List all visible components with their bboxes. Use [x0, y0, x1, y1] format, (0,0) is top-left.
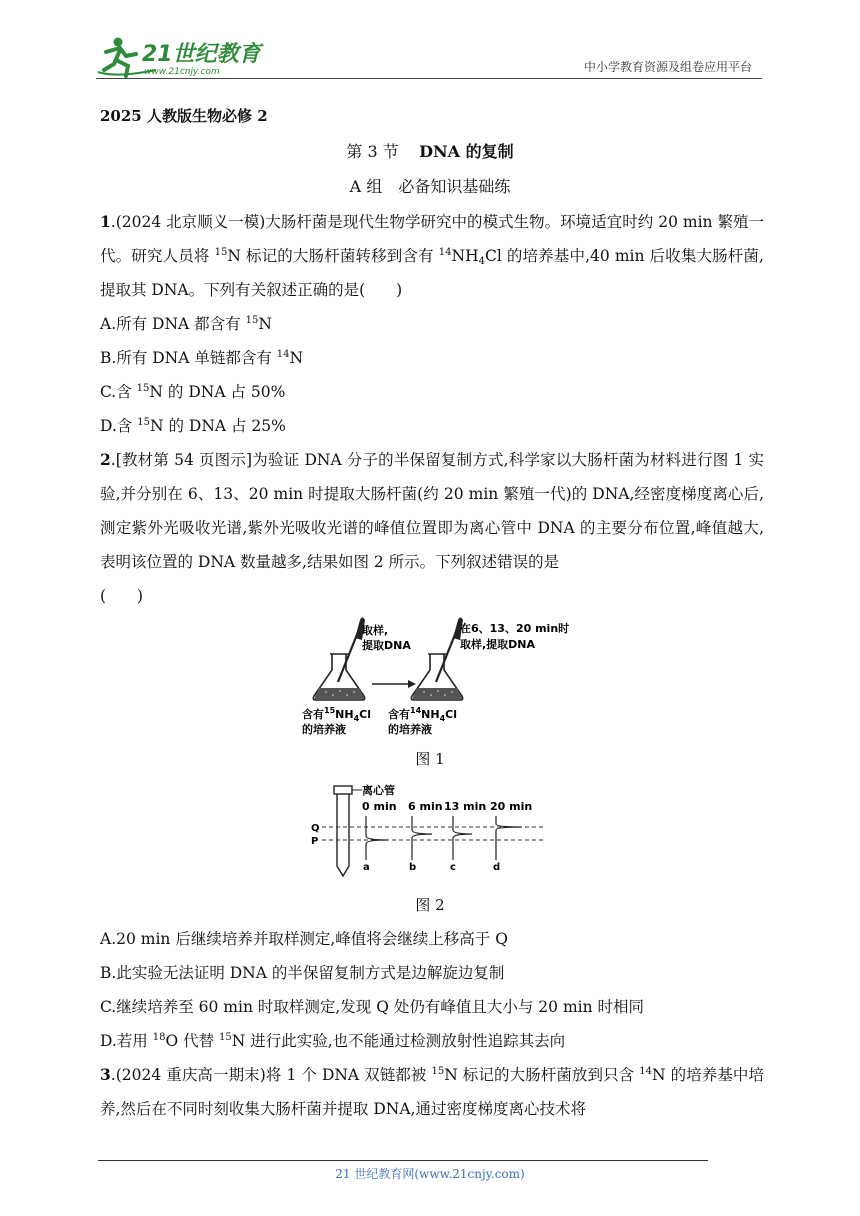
arrow-right-icon — [372, 680, 416, 688]
question-2-stem — [100, 443, 764, 579]
fig1-label-left-1: 取样, — [362, 624, 389, 637]
book-title: 2025 人教版生物必修 2 — [100, 107, 268, 125]
q2-option-c[interactable]: C.继续培养至 60 min 时取样测定,发现 Q 处仍有峰值且大小与 20 min 时相同 — [100, 998, 645, 1016]
q2-option-a[interactable]: A.20 min 后继续培养并取样测定,峰值将会继续上移高于 Q — [100, 930, 508, 948]
q1-text-d: Cl 的培养基中,40 min 后收集大肠杆菌,提取其 DNA。下列有关叙述正确的是( ) — [100, 247, 764, 299]
question-number: 3 — [100, 1065, 111, 1084]
section-title — [0, 139, 860, 162]
page-header — [96, 30, 760, 78]
group-title: A 组 必备知识基础练 — [349, 177, 511, 196]
q2-text: .[教材第 54 页图示]为验证 DNA 分子的半保留复制方式,科学家以大肠杆菌为材料进行图 1 实验,并分别在 6、13、20 min 时提取大肠杆菌(约 20 min 繁殖一代)的 DNA,经密度梯度离心后,测定紫外光吸收光谱,紫外光吸收光谱的峰值位置即为离心管中 DNA 的主要分布位置,峰值越大,表明该位置的 DNA 数量越多,结果如图 2 所示。下列叙述错误的是 — [100, 451, 764, 571]
fig1-label-right-1: 在6、13、20 min时 — [460, 622, 570, 635]
line-p-label: P — [311, 836, 319, 847]
q2-option-b[interactable]: B.此实验无法证明 DNA 的半保留复制方式是边解旋边复制 — [100, 964, 505, 982]
questions-block — [100, 205, 764, 613]
spectrum-d — [496, 816, 522, 860]
footer-divider — [98, 1160, 708, 1161]
q2-option-d[interactable]: D.若用 $^{18}$O 代替 $^{15}$N 进行此实验,也不能通过检测放射性追踪其去向 — [100, 1032, 566, 1050]
question-number: 2 — [100, 450, 111, 469]
site-logo[interactable] — [96, 34, 266, 78]
logo-text: 21世纪教育 — [142, 42, 261, 67]
q1-sup-b: 14 — [438, 247, 452, 258]
header-divider — [96, 78, 762, 79]
footer-link[interactable]: 21 世纪教育网(www.21cnjy.com) — [335, 1167, 525, 1181]
q1-option-a[interactable]: A.所有 DNA 都含有 $^{15}$N — [100, 315, 272, 333]
spectrum-c — [453, 816, 472, 860]
tube-label: 离心管 — [362, 784, 395, 797]
fig1-label-left-2: 提取DNA — [362, 639, 411, 652]
logo-url: www.21cnjy.com — [144, 67, 220, 77]
spectrum-a — [366, 816, 388, 860]
flask-right-caption-1: 含有$^{14}NH_4Cl$ — [388, 706, 457, 723]
spectrum-label-a: a — [363, 862, 370, 873]
q1-text-b: N 标记的大肠杆菌转移到含有 — [227, 247, 439, 265]
spectrum-label-c: c — [450, 862, 456, 873]
q1-option-d[interactable]: D.含 $^{15}$N 的 DNA 占 25% — [100, 417, 286, 435]
flask-right-caption-2: 的培养液 — [388, 723, 432, 736]
centrifuge-tube-icon — [334, 786, 352, 876]
question-1-stem — [100, 205, 764, 307]
q1-text-a: .(2024 北京顺义一模)大肠杆菌是现代生物学研究中的模式生物。环境适宜时约 20 min 繁殖一代。研究人员将 — [100, 213, 764, 265]
flask-left-caption-1: 含有$^{15}NH_4Cl$ — [302, 706, 371, 723]
q1-text-c: NH — [451, 247, 479, 265]
section-name: DNA 的复制 — [419, 142, 514, 161]
figure-1 — [300, 612, 590, 740]
spectrum-b — [412, 816, 432, 860]
questions-block-2 — [100, 922, 764, 1126]
time-label-20: 20 min — [490, 800, 533, 813]
q1-option-c[interactable]: C.含 $^{15}$N 的 DNA 占 50% — [100, 383, 286, 401]
q1-sup-a: 15 — [214, 247, 228, 258]
flask-left-caption-2: 的培养液 — [302, 723, 346, 736]
pipette-right-icon — [436, 618, 463, 683]
line-q-label: Q — [311, 823, 320, 834]
q1-sub-c: 4 — [478, 256, 485, 267]
time-label-13: 13 min — [444, 800, 487, 813]
q1-option-b[interactable]: B.所有 DNA 单链都含有 $^{14}$N — [100, 349, 304, 367]
q2-answer-paren: ( ) — [100, 587, 144, 605]
time-label-0: 0 min — [362, 800, 397, 813]
figure-1-caption: 图 1 — [415, 750, 445, 768]
section-prefix: 第 3 节 — [346, 142, 399, 161]
figure-2 — [300, 782, 560, 880]
question-number: 1 — [100, 212, 111, 231]
time-label-6: 6 min — [408, 800, 443, 813]
question-3-stem: 3.(2024 重庆高一期末)将 1 个 DNA 双链都被 $^{15}$N 标记的大肠杆菌放到只含 $^{14}$N 的培养基中培养,然后在不同时刻收集大肠杆菌并提取 DNA,通过密度梯度离心技术将 — [100, 1065, 765, 1118]
spectrum-label-d: d — [493, 862, 501, 873]
figure-2-caption: 图 2 — [415, 896, 445, 914]
spectrum-label-b: b — [409, 862, 417, 873]
platform-name: 中小学教育资源及组卷应用平台 — [583, 60, 752, 74]
pipette-left-icon — [338, 618, 365, 683]
fig1-label-right-2: 取样,提取DNA — [460, 638, 536, 651]
